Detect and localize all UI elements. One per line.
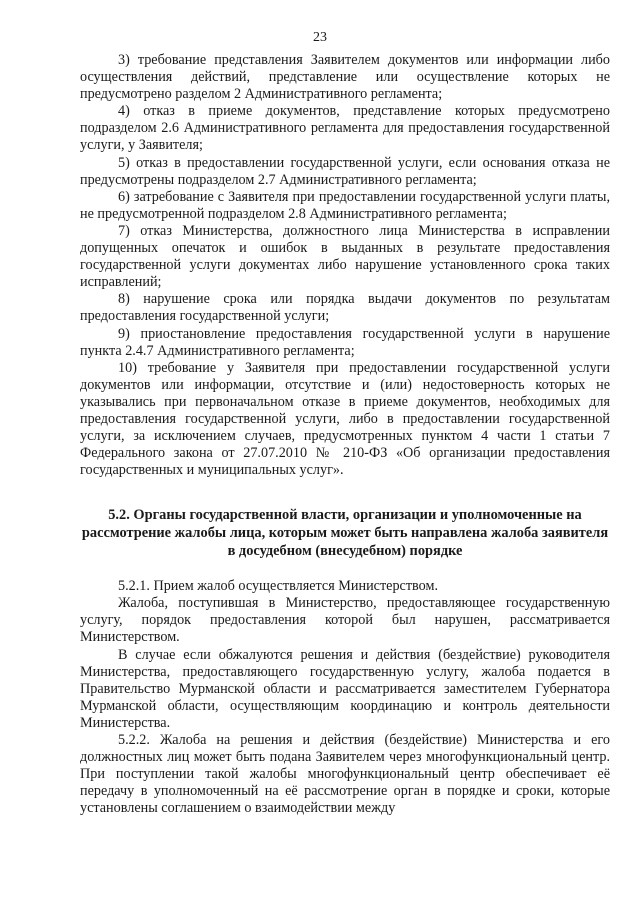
section-heading: 5.2. Органы государственной власти, организации и уполномоченные на рассмотрение жалобы лица, которым может быть направлена жалоба заявителя в досудебном (внесудебном) порядке: [81, 507, 609, 559]
paragraph-complaint-received: Жалоба, поступившая в Министерство, предоставляющее государственную услугу, порядок предоставления которой был нарушен, рассматривается Министерством.: [80, 595, 610, 646]
document-body: [80, 52, 610, 817]
paragraph-5-2-1: 5.2.1. Прием жалоб осуществляется Министерством.: [118, 578, 438, 595]
list-item-5: 5) отказ в предоставлении государственной услуги, если основания отказа не предусмотрены подразделом 2.7 Административного регламента;: [80, 154, 610, 188]
list-item-6: 6) затребование с Заявителя при предоставлении государственной услуги платы, не предусмотренной подразделом 2.8 Административного регламента;: [80, 188, 610, 222]
paragraph-complaint-head: В случае если обжалуются решения и действия (бездействие) руководителя Министерства, предоставляющего государственную услугу, жалоба подается в Правительство Мурманской области и рассматривается заместителем Губернатора Мурманской области, осуществляющим координацию и контроль деятельности Министерства.: [80, 646, 610, 731]
list-item-3: 3) требование представления Заявителем документов или информации либо осуществления действий, представление или осуществление которых не предусмотрено разделом 2 Административного регламента;: [80, 52, 610, 103]
list-item-8: 8) нарушение срока или порядка выдачи документов по результатам предоставления государственной услуги;: [80, 291, 610, 325]
list-item-7: 7) отказ Министерства, должностного лица Министерства в исправлении допущенных опечаток и ошибок в выданных в результате предоставления государственной услуги документах либо нарушение установленного срока таких исправлений;: [80, 222, 610, 291]
page-number: 23: [313, 30, 327, 45]
list-item-10: 10) требование у Заявителя при предоставлении государственной услуги документов или информации, отсутствие и (или) недостоверность которых не указывались при первоначальном отказе в приеме документов, необходимых для предоставления государственной услуги, либо в предоставлении государственной услуги, за исключением случаев, предусмотренных пунктом 4 части 1 статьи 7 Федерального закона от 27.07.2010 № 210-ФЗ «Об организации предоставления государственных и муниципальных услуг».: [80, 359, 610, 479]
list-item-9: 9) приостановление предоставления государственной услуги в нарушение пункта 2.4.7 Административного регламента;: [80, 325, 610, 359]
list-item-4: 4) отказ в приеме документов, представление которых предусмотрено подразделом 2.6 Административного регламента для предоставления государственной услуги, у Заявителя;: [80, 103, 610, 154]
paragraph-5-2-2: 5.2.2. Жалоба на решения и действия (бездействие) Министерства и его должностных лиц может быть подана Заявителем через многофункциональный центр. При поступлении такой жалобы многофункциональный центр обеспечивает её передачу в уполномоченный на её рассмотрение орган в порядке и сроки, которые установлены соглашением о взаимодействии между: [80, 731, 610, 817]
